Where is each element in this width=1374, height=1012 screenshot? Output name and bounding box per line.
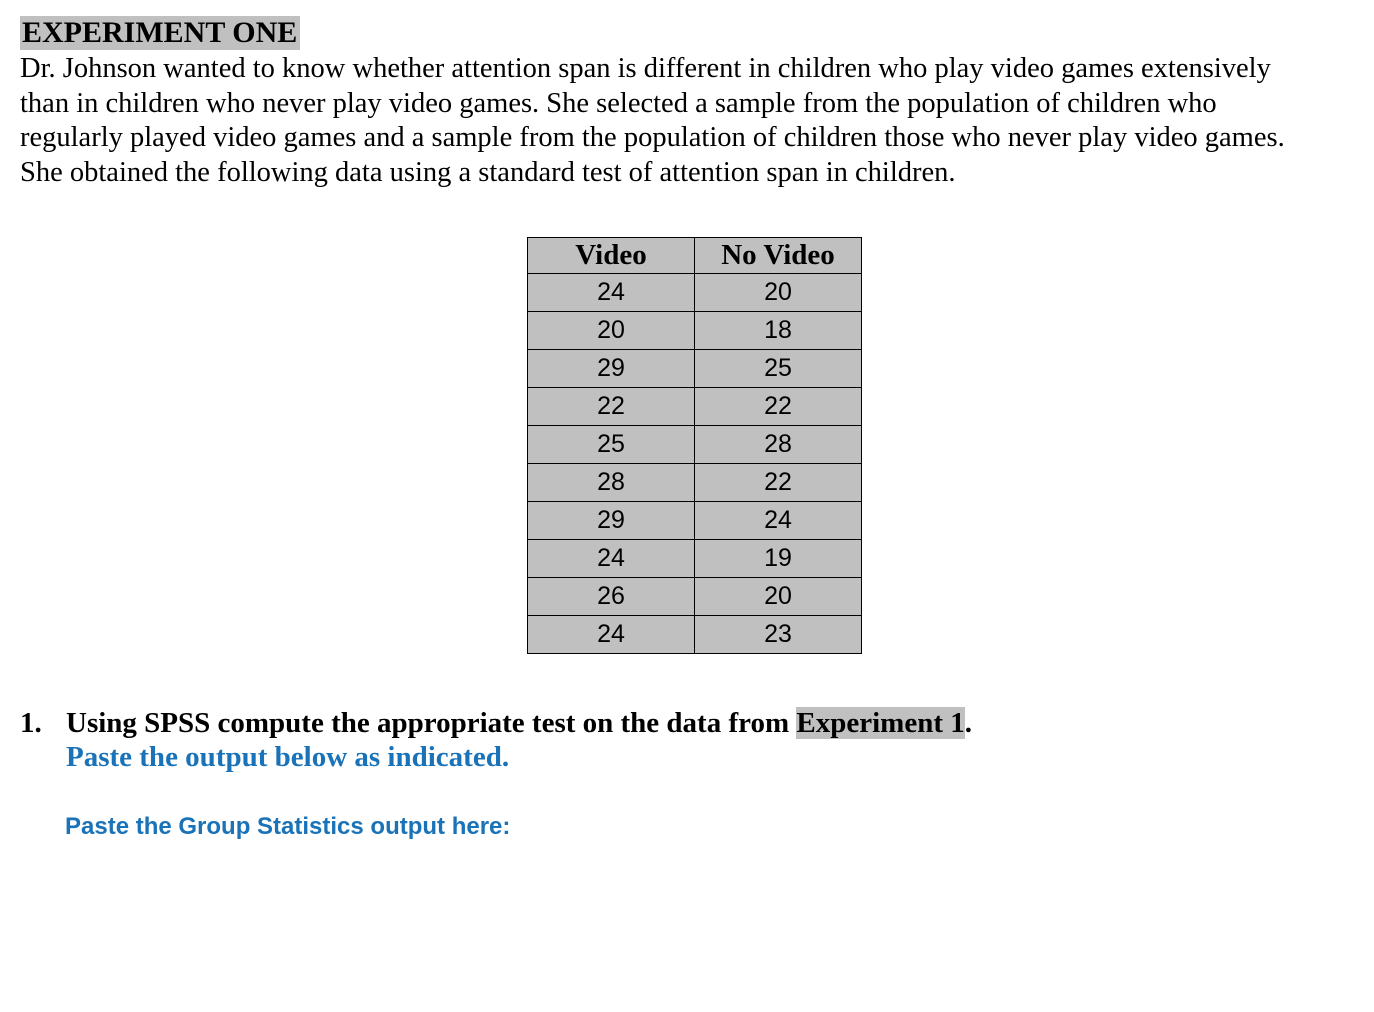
question-number: 1. [20, 707, 42, 739]
table-row [528, 578, 862, 616]
no-video-cell: 18 [695, 312, 862, 350]
intro-line: Dr. Johnson wanted to know whether attention span is different in children who play video games extensively [20, 53, 1271, 84]
intro-paragraph [20, 52, 1365, 190]
no-video-cell: 24 [695, 502, 862, 540]
intro-line: regularly played video games and a sample from the population of children those who never play video games. [20, 122, 1285, 153]
question-text-before: Using SPSS compute the appropriate test on the data from [66, 707, 797, 739]
table-row [528, 616, 862, 654]
intro-line: She obtained the following data using a standard test of attention span in children. [20, 156, 956, 188]
video-cell: 29 [528, 502, 695, 540]
table-row [528, 502, 862, 540]
video-cell: 26 [528, 578, 695, 616]
table-row [528, 388, 862, 426]
table-row [528, 540, 862, 578]
no-video-cell: 20 [695, 578, 862, 616]
video-cell: 28 [528, 464, 695, 502]
no-video-cell: 23 [695, 616, 862, 654]
attention-span-data-table [527, 237, 862, 654]
table-row [528, 274, 862, 312]
no-video-cell: 19 [695, 540, 862, 578]
column-header-no-video: No Video [695, 238, 862, 274]
no-video-cell: 22 [695, 388, 862, 426]
video-cell: 29 [528, 350, 695, 388]
table-row [528, 312, 862, 350]
no-video-cell: 28 [695, 426, 862, 464]
table-row [528, 350, 862, 388]
no-video-cell: 22 [695, 464, 862, 502]
video-cell: 24 [528, 616, 695, 654]
experiment-heading: EXPERIMENT ONE [20, 16, 300, 50]
question-text-after: . [964, 707, 972, 739]
paste-group-statistics-prompt: Paste the Group Statistics output here: [65, 813, 511, 840]
video-cell: 20 [528, 312, 695, 350]
experiment-reference-highlight: Experiment 1 [796, 707, 965, 739]
no-video-cell: 25 [695, 350, 862, 388]
question-instruction: Paste the output below as indicated. [66, 741, 510, 773]
question-text [66, 706, 972, 740]
table-header-row [528, 238, 862, 274]
video-cell: 24 [528, 274, 695, 312]
video-cell: 24 [528, 540, 695, 578]
intro-line: than in children who never play video games. She selected a sample from the population of children who [20, 87, 1217, 119]
no-video-cell: 20 [695, 274, 862, 312]
column-header-video: Video [528, 238, 695, 274]
video-cell: 22 [528, 388, 695, 426]
table-row [528, 464, 862, 502]
table-row [528, 426, 862, 464]
video-cell: 25 [528, 426, 695, 464]
